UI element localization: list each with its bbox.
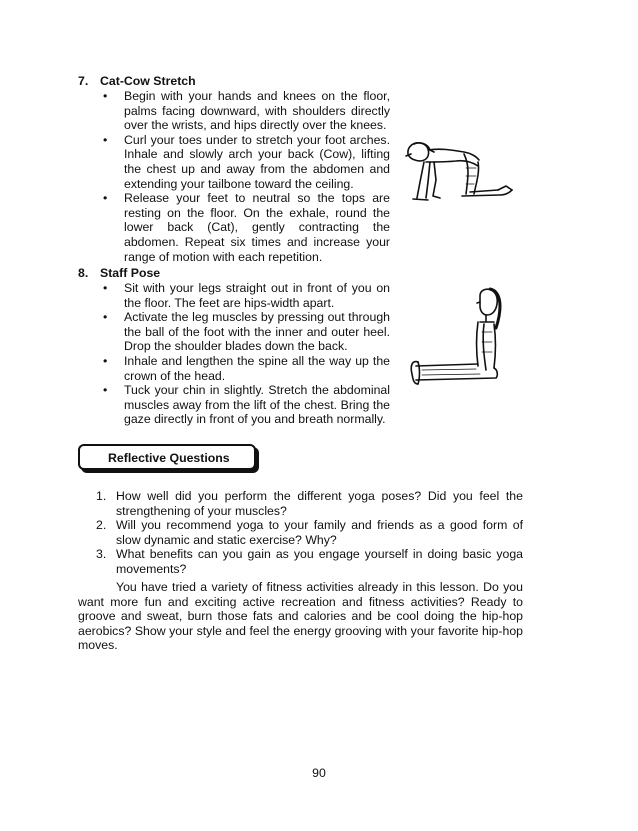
question-text: How well did you perform the different yoga poses? Did you feel the strengthening of your muscles? [116,489,523,518]
bullet-list [78,89,390,264]
question-number: 2. [96,518,107,533]
question-number: 3. [96,547,107,562]
list-item: • Begin with your hands and knees on the floor, palms facing downward, with shoulders directly over the wrists, and hips directly over the knees. [78,89,390,133]
section-heading [78,266,160,281]
section-staff-pose [78,266,398,426]
list-item: • Curl your toes under to stretch your foot arches. Inhale and slowly arch your back (Cow), lifting the chest up and away from the abdomen and extending your tailbone toward the ceiling. [78,133,390,191]
list-item: • Tuck your chin in slightly. Stretch the abdominal muscles away from the lift of the chest. Bring the gaze directly in front of you and breath normally. [78,383,390,427]
reflective-questions-label [78,444,256,470]
reflective-questions-title: Reflective Questions [108,451,230,465]
cat-cow-pose-illustration [400,132,520,212]
list-item [96,518,523,547]
staff-pose-illustration [404,284,514,396]
list-item: • Release your feet to neutral so the tops are resting on the floor. On the exhale, round the lower back (Cat), gently contracting the abdomen. Repeat six times and increase your range of motion with each repetition. [78,191,390,264]
list-item [96,489,523,518]
section-number: 7. [78,74,89,88]
list-item: • Sit with your legs straight out in front of you on the floor. The feet are hips-width apart. [78,281,390,310]
section-title: Cat-Cow Stretch [100,74,196,88]
page-number: 90 [312,766,326,780]
section-title: Staff Pose [100,266,161,280]
list-item: • Inhale and lengthen the spine all the way up the crown of the head. [78,354,390,383]
reflective-question-list [96,489,523,577]
question-text: Will you recommend yoga to your family and friends as a good form of slow dynamic and static exercise? Why? [116,518,523,547]
list-item [96,547,523,576]
question-number: 1. [96,489,107,503]
section-number: 8. [78,266,89,280]
bullet-list [78,281,390,427]
section-heading [78,74,196,89]
question-text: What benefits can you gain as you engage yourself in doing basic yoga movements? [116,547,523,576]
section-cat-cow-stretch [78,74,398,264]
closing-paragraph: You have tried a variety of fitness activities already in this lesson. Do you want more fun and exciting active recreation and fitness activities? Ready to groove and sweat, burn those fats and calories and be cool doing the hip-hop aerobics? Show your style and feel the energy grooving with your favorite hip-hop moves. [78,580,523,653]
list-item: • Activate the leg muscles by pressing out through the ball of the foot with the inner and outer heel. Drop the shoulder blades down the back. [78,310,390,354]
